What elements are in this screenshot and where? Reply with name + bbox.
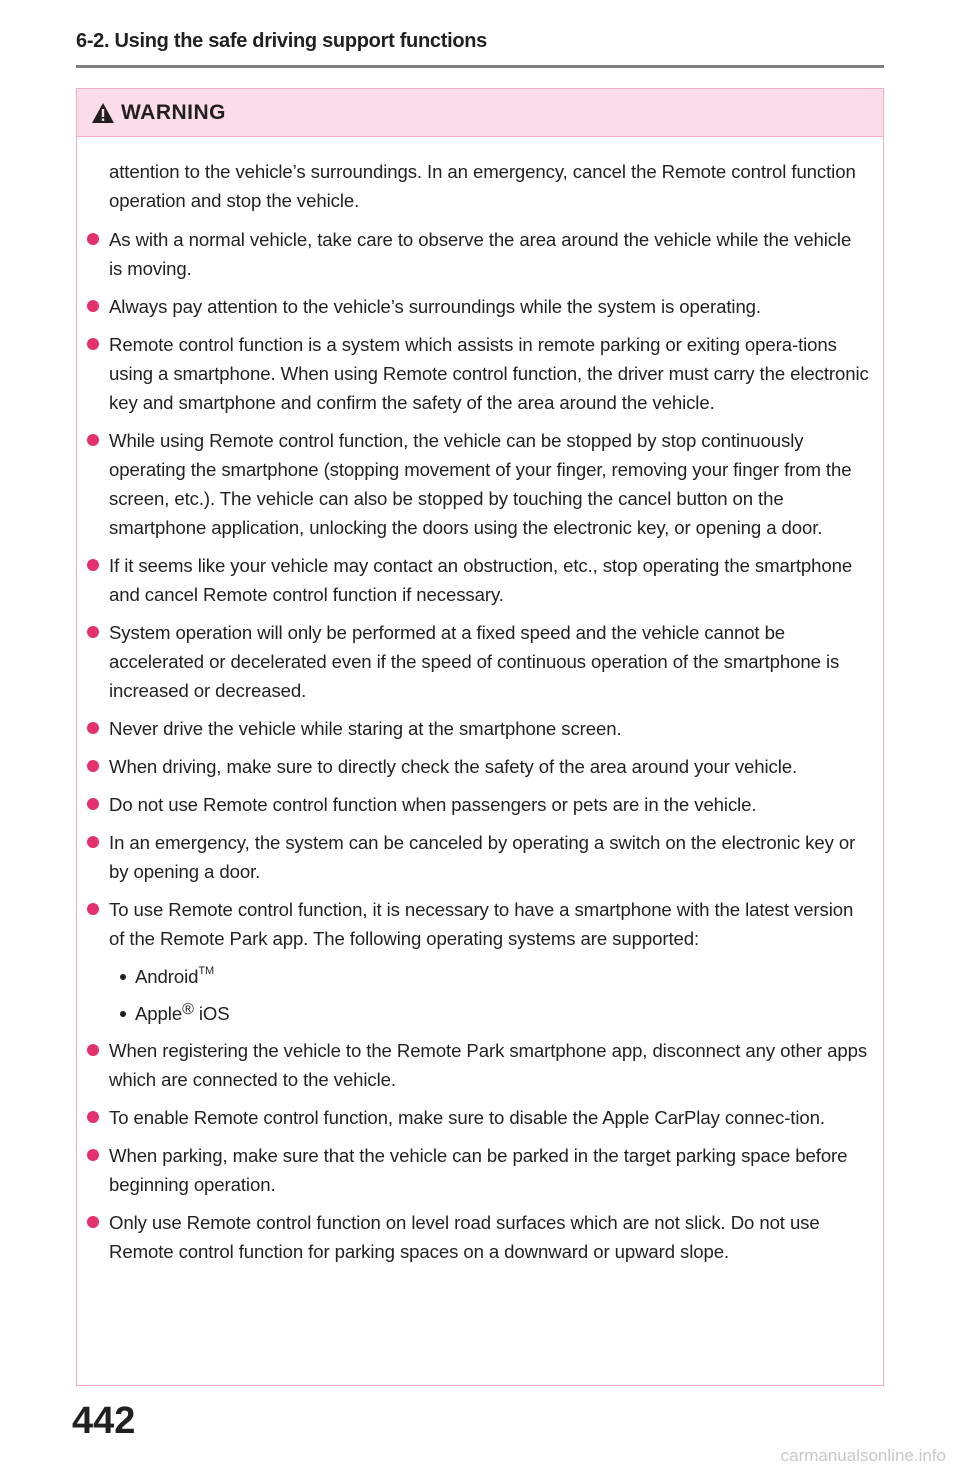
small-bullet-icon [120,1011,126,1017]
list-item: When driving, make sure to directly check the safety of the area around your vehicle. [87,752,869,781]
bullet-dot-icon [87,300,99,312]
warning-header [77,89,883,137]
small-bullet-icon [120,974,126,980]
bullet-dot-icon [87,559,99,571]
list-item: If it seems like your vehicle may contact an obstruction, etc., stop operating the smartphone and cancel Remote control function if necessary. [87,551,869,609]
warning-body [77,137,883,1266]
watermark: carmanualsonline.info [780,1446,946,1465]
warning-title: WARNING [121,100,226,124]
list-item: Always pay attention to the vehicle’s surroundings while the system is operating. [87,292,869,321]
bullet-dot-icon [87,798,99,810]
bullet-dot-icon [87,903,99,915]
bullet-dot-icon [87,1149,99,1161]
list-item: To use Remote control function, it is necessary to have a smartphone with the latest version of the Remote Park app. The following operating systems are supported: [87,895,869,953]
bullet-dot-icon [87,233,99,245]
os-list-item-android: Android™ [87,962,869,991]
warning-box [76,88,884,1386]
bullet-dot-icon [87,760,99,772]
list-item: Only use Remote control function on level road surfaces which are not slick. Do not use Remote control function for parking spaces on a downward or upward slope. [87,1208,869,1266]
page-number: 442 [72,1400,136,1442]
bullet-dot-icon [87,722,99,734]
section-divider [76,65,884,68]
warning-triangle-icon [91,102,115,124]
bullet-dot-icon [87,434,99,446]
continued-text: attention to the vehicle’s surroundings. In an emergency, cancel the Remote control function operation and stop the vehicle. [109,161,856,211]
bullet-dot-icon [87,626,99,638]
list-item: When registering the vehicle to the Remote Park smartphone app, disconnect any other apps which are connected to the vehicle. [87,1036,869,1094]
list-item: As with a normal vehicle, take care to observe the area around the vehicle while the vehicle is moving. [87,225,869,283]
list-item: Do not use Remote control function when passengers or pets are in the vehicle. [87,790,869,819]
list-item: System operation will only be performed at a fixed speed and the vehicle cannot be accelerated or decelerated even if the speed of continuous operation of the smartphone is increased or decreased. [87,618,869,705]
list-item: Remote control function is a system which assists in remote parking or exiting opera-tions using a smartphone. When using Remote control function, the driver must carry the electronic key and smartphone and confirm the safety of the area around the vehicle. [87,330,869,417]
bullet-dot-icon [87,1216,99,1228]
bullet-dot-icon [87,1111,99,1123]
bullet-dot-icon [87,1044,99,1056]
bullet-dot-icon [87,836,99,848]
list-item: While using Remote control function, the vehicle can be stopped by stop continuously operating the smartphone (stopping movement of your finger, removing your finger from the screen, etc.). The vehicle can also be stopped by touching the cancel button on the smartphone application, unlocking the doors using the electronic key, or opening a door. [87,426,869,542]
list-item: To enable Remote control function, make sure to disable the Apple CarPlay connec-tion. [87,1103,869,1132]
list-item: When parking, make sure that the vehicle can be parked in the target parking space before beginning operation. [87,1141,869,1199]
os-list-item-apple: Apple® iOS [87,999,869,1028]
section-header: 6-2. Using the safe driving support functions [76,30,487,52]
list-item: Never drive the vehicle while staring at the smartphone screen. [87,714,869,743]
list-item: In an emergency, the system can be canceled by operating a switch on the electronic key or by opening a door. [87,828,869,886]
bullet-dot-icon [87,338,99,350]
